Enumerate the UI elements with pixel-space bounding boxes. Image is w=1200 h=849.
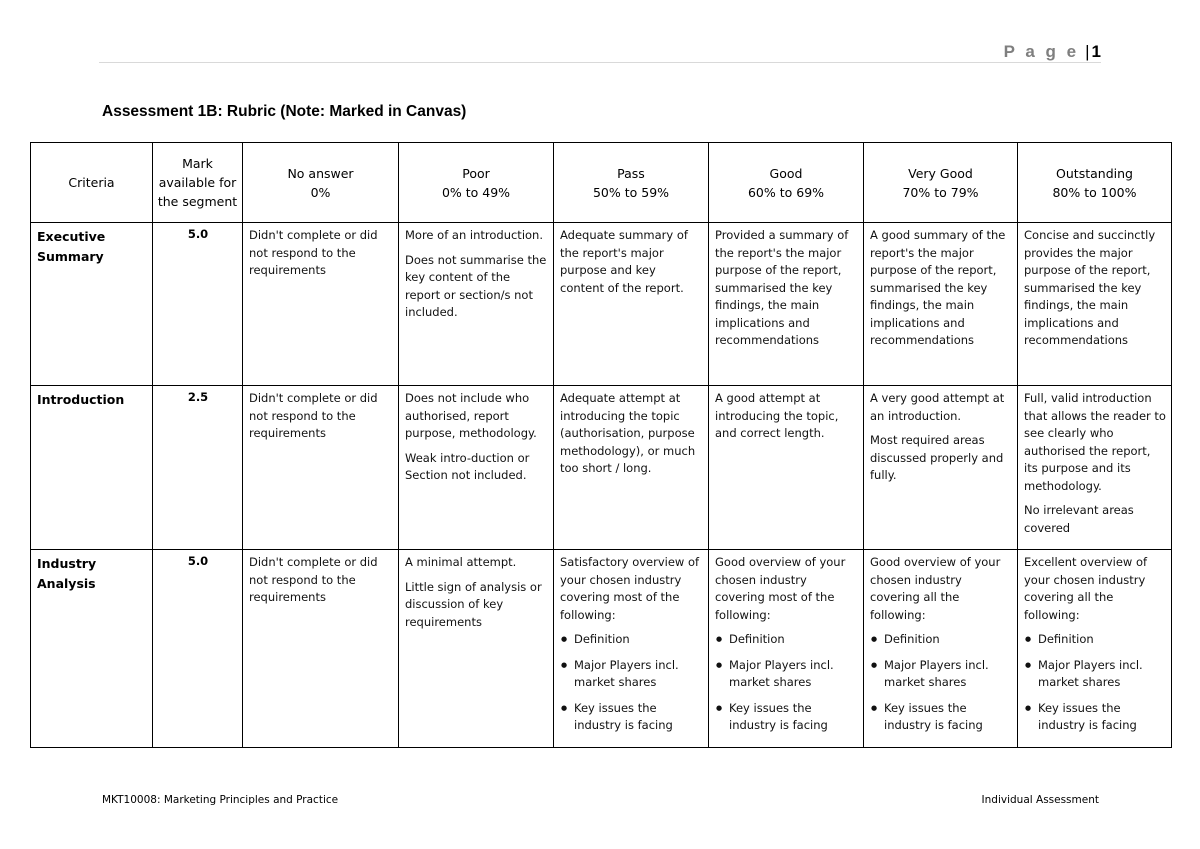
bullet-list: [715, 631, 858, 735]
header-pass: Pass 50% to 59%: [554, 143, 709, 223]
footer-course: MKT10008: Marketing Principles and Practice: [102, 794, 339, 806]
criteria-cell: Executive Summary: [31, 223, 153, 386]
list-item: ● Key issues the industry is facing: [560, 700, 703, 735]
no-answer-cell: Didn't complete or did not respond to the requirements: [243, 550, 399, 748]
outstanding-cell: Concise and succinctly provides the major purpose of the report, summarised the key findings, the main implications and recommendations: [1018, 223, 1172, 386]
very-good-cell: A very good attempt at an introduction. Most required areas discussed properly and fully.: [864, 386, 1018, 550]
pass-cell: Satisfactory overview of your chosen industry covering most of the following: ● Definition ● Major Players incl. market shares ● Key issues the industry is facing: [554, 550, 709, 748]
table-row: [31, 386, 1172, 550]
good-cell: Good overview of your chosen industry covering most of the following: ● Definition ● Major Players incl. market shares ● Key issues the industry is facing: [709, 550, 864, 748]
outstanding-cell: Excellent overview of your chosen industry covering all the following: ● Definition ● Major Players incl. market shares ● Key issues the industry is facing: [1018, 550, 1172, 748]
outstanding-cell: Full, valid introduction that allows the reader to see clearly who authorised the report, its purpose and its methodology. No irrelevant areas covered: [1018, 386, 1172, 550]
bullet-list: [560, 631, 703, 735]
page-label: P a g e: [1003, 42, 1080, 61]
pass-cell: Adequate summary of the report's major purpose and key content of the report.: [554, 223, 709, 386]
very-good-cell: A good summary of the report's the major purpose of the report, summarised the key findings, the main implications and recommendations: [864, 223, 1018, 386]
good-cell: Provided a summary of the report's the major purpose of the report, summarised the key findings, the main implications and recommendations: [709, 223, 864, 386]
criteria-cell: Industry Analysis: [31, 550, 153, 748]
list-item: ● Key issues the industry is facing: [715, 700, 858, 735]
list-item: ● Key issues the industry is facing: [1024, 700, 1166, 735]
list-item: ● Definition: [560, 631, 703, 649]
header-outstanding: Outstanding 80% to 100%: [1018, 143, 1172, 223]
table-row: [31, 550, 1172, 748]
criteria-cell: Introduction: [31, 386, 153, 550]
mark-cell: 5.0: [153, 223, 243, 386]
very-good-cell: Good overview of your chosen industry covering all the following: ● Definition ● Major Players incl. market shares ● Key issues the industry is facing: [864, 550, 1018, 748]
header-rule: [99, 62, 1101, 63]
page-separator: |: [1085, 42, 1090, 61]
table-header-row: [31, 143, 1172, 223]
list-item: ● Major Players incl. market shares: [715, 657, 858, 692]
bullet-list: [1024, 631, 1166, 735]
list-item: ● Major Players incl. market shares: [560, 657, 703, 692]
header-mark-available: Mark available for the segment: [153, 143, 243, 223]
pass-cell: Adequate attempt at introducing the topic (authorisation, purpose methodology), or much too short / long.: [554, 386, 709, 550]
poor-cell: A minimal attempt. Little sign of analysis or discussion of key requirements: [399, 550, 554, 748]
page-number-value: 1: [1091, 42, 1101, 61]
list-item: ● Major Players incl. market shares: [870, 657, 1012, 692]
list-item: ● Key issues the industry is facing: [870, 700, 1012, 735]
footer-assessment-type: Individual Assessment: [981, 794, 1099, 806]
poor-cell: More of an introduction. Does not summarise the key content of the report or section/s not included.: [399, 223, 554, 386]
page-title: Assessment 1B: Rubric (Note: Marked in Canvas): [102, 103, 467, 120]
header-criteria: Criteria: [31, 143, 153, 223]
header-no-answer: No answer 0%: [243, 143, 399, 223]
header-poor: Poor 0% to 49%: [399, 143, 554, 223]
table-row: [31, 223, 1172, 386]
mark-cell: 2.5: [153, 386, 243, 550]
mark-cell: 5.0: [153, 550, 243, 748]
header-good: Good 60% to 69%: [709, 143, 864, 223]
no-answer-cell: Didn't complete or did not respond to the requirements: [243, 223, 399, 386]
list-item: ● Major Players incl. market shares: [1024, 657, 1166, 692]
list-item: ● Definition: [870, 631, 1012, 649]
poor-cell: Does not include who authorised, report purpose, methodology. Weak intro-duction or Section not included.: [399, 386, 554, 550]
rubric-table: [30, 142, 1172, 748]
bullet-list: [870, 631, 1012, 735]
good-cell: A good attempt at introducing the topic, and correct length.: [709, 386, 864, 550]
page-number: [1004, 42, 1101, 62]
header-very-good: Very Good 70% to 79%: [864, 143, 1018, 223]
no-answer-cell: Didn't complete or did not respond to the requirements: [243, 386, 399, 550]
list-item: ● Definition: [1024, 631, 1166, 649]
list-item: ● Definition: [715, 631, 858, 649]
